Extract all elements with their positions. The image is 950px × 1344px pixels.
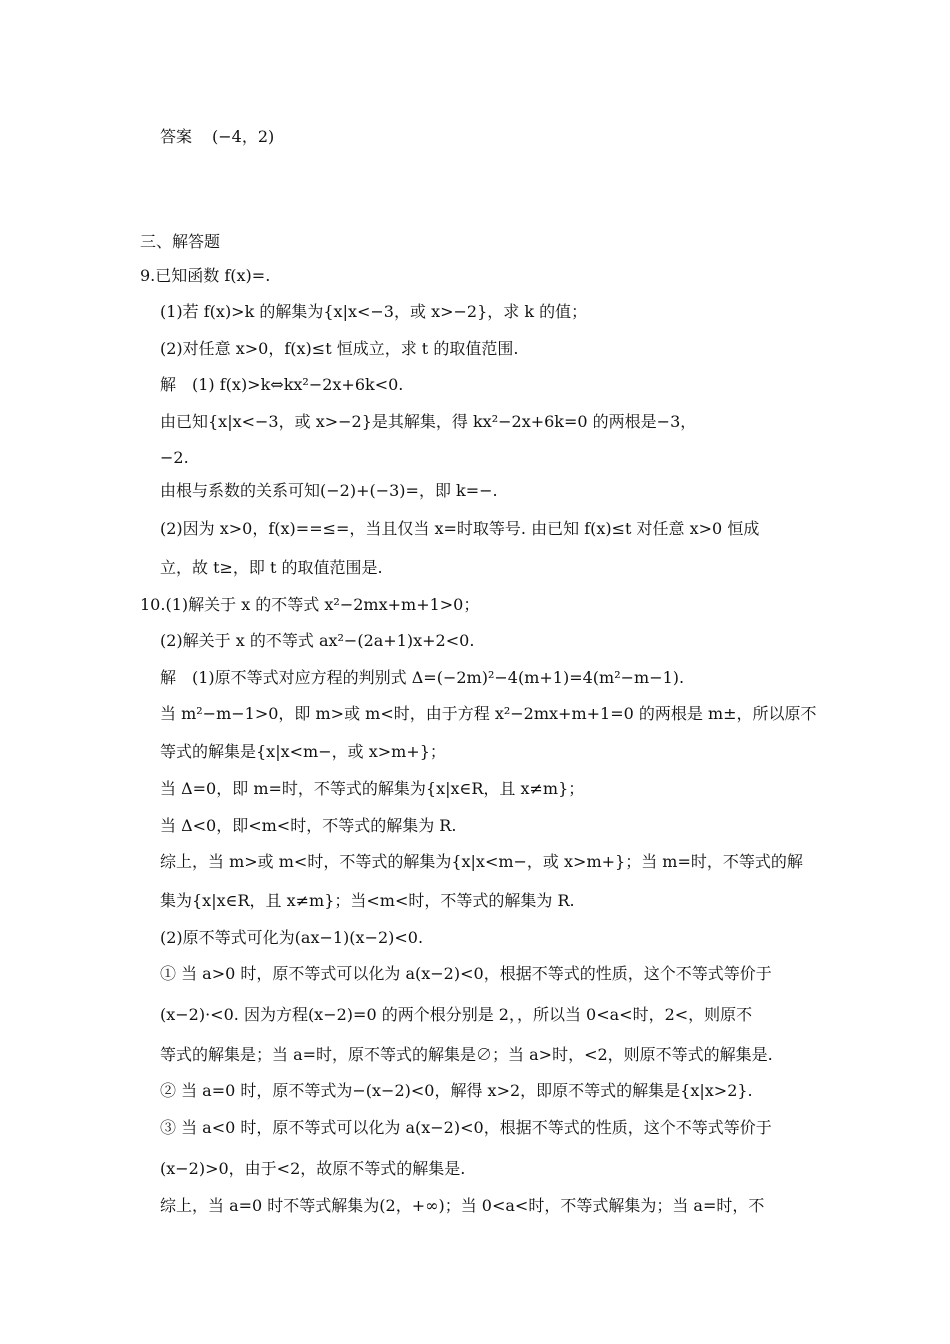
solution-text: 等式的解集是{x|x<m−，或 x>m+}； (160, 742, 446, 761)
problem-10-part2: (2)解关于 x 的不等式 ax²−(2a+1)x+2<0. (160, 631, 475, 650)
solution-text: 立，故 t≥，即 t 的取值范围是. (160, 558, 383, 577)
solution-text: 等式的解集是；当 a=时，原不等式的解集是∅；当 a>时，<2，则原不等式的解集是. (160, 1045, 773, 1064)
solution-text: (x−2)·<0. 因为方程(x−2)=0 的两个根分别是 2，，所以当 0<a<时，2<，则原不 (160, 1005, 753, 1024)
problem-9-title: 9.已知函数 f(x)=. (140, 266, 271, 285)
solution-text: 由根与系数的关系可知(−2)+(−3)=，即 k=−. (160, 481, 498, 500)
problem-9-part1: (1)若 f(x)>k 的解集为{x|x<−3，或 x>−2}，求 k 的值； (160, 302, 588, 321)
solution-text: (2)原不等式可化为(ax−1)(x−2)<0. (160, 928, 424, 947)
solution-text: 集为{x|x∈R，且 x≠m}；当<m<时，不等式的解集为 R. (160, 891, 575, 910)
problem-9-part2: (2)对任意 x>0，f(x)≤t 恒成立，求 t 的取值范围. (160, 339, 519, 358)
solution-text: 综上，当 m>或 m<时，不等式的解集为{x|x<m−，或 x>m+}；当 m=时，不等式的解 (160, 852, 803, 871)
solution-text: 综上，当 a=0 时不等式解集为(2，+∞)；当 0<a<时，不等式解集为；当 a=时，不 (160, 1196, 765, 1215)
section-title: 三、解答题 (140, 232, 221, 251)
answer-label: 答案 (160, 127, 193, 146)
solution-text: 由已知{x|x<−3，或 x>−2}是其解集，得 kx²−2x+6k=0 的两根是−3， (160, 412, 697, 431)
solution-text: 解 (1) f(x)>k⇔kx²−2x+6k<0. (160, 375, 404, 394)
solution-text: 解 (1)原不等式对应方程的判别式 Δ=(−2m)²−4(m+1)=4(m²−m−1). (160, 668, 685, 687)
solution-text: (x−2)>0，由于<2，故原不等式的解集是. (160, 1159, 466, 1178)
solution-text: (2)因为 x>0，f(x)==≤=，当且仅当 x=时取等号. 由已知 f(x)≤t 对任意 x>0 恒成 (160, 519, 760, 538)
solution-text: ③ 当 a<0 时，原不等式可以化为 a(x−2)<0，根据不等式的性质，这个不等式等价于 (160, 1118, 772, 1137)
solution-text: ① 当 a>0 时，原不等式可以化为 a(x−2)<0，根据不等式的性质，这个不等式等价于 (160, 964, 772, 983)
solution-text: 当 m²−m−1>0，即 m>或 m<时，由于方程 x²−2mx+m+1=0 的两根是 m±，所以原不 (160, 704, 817, 723)
solution-text: ② 当 a=0 时，原不等式为−(x−2)<0，解得 x>2，即原不等式的解集是{x|x>2}. (160, 1081, 753, 1100)
solution-text: −2. (160, 448, 189, 467)
problem-10-title: 10.(1)解关于 x 的不等式 x²−2mx+m+1>0； (140, 595, 480, 614)
answer-value: (−4，2) (212, 127, 275, 146)
solution-text: 当 Δ<0，即<m<时，不等式的解集为 R. (160, 816, 457, 835)
answer-line (160, 127, 274, 147)
solution-text: 当 Δ=0，即 m=时，不等式的解集为{x|x∈R，且 x≠m}； (160, 779, 585, 798)
